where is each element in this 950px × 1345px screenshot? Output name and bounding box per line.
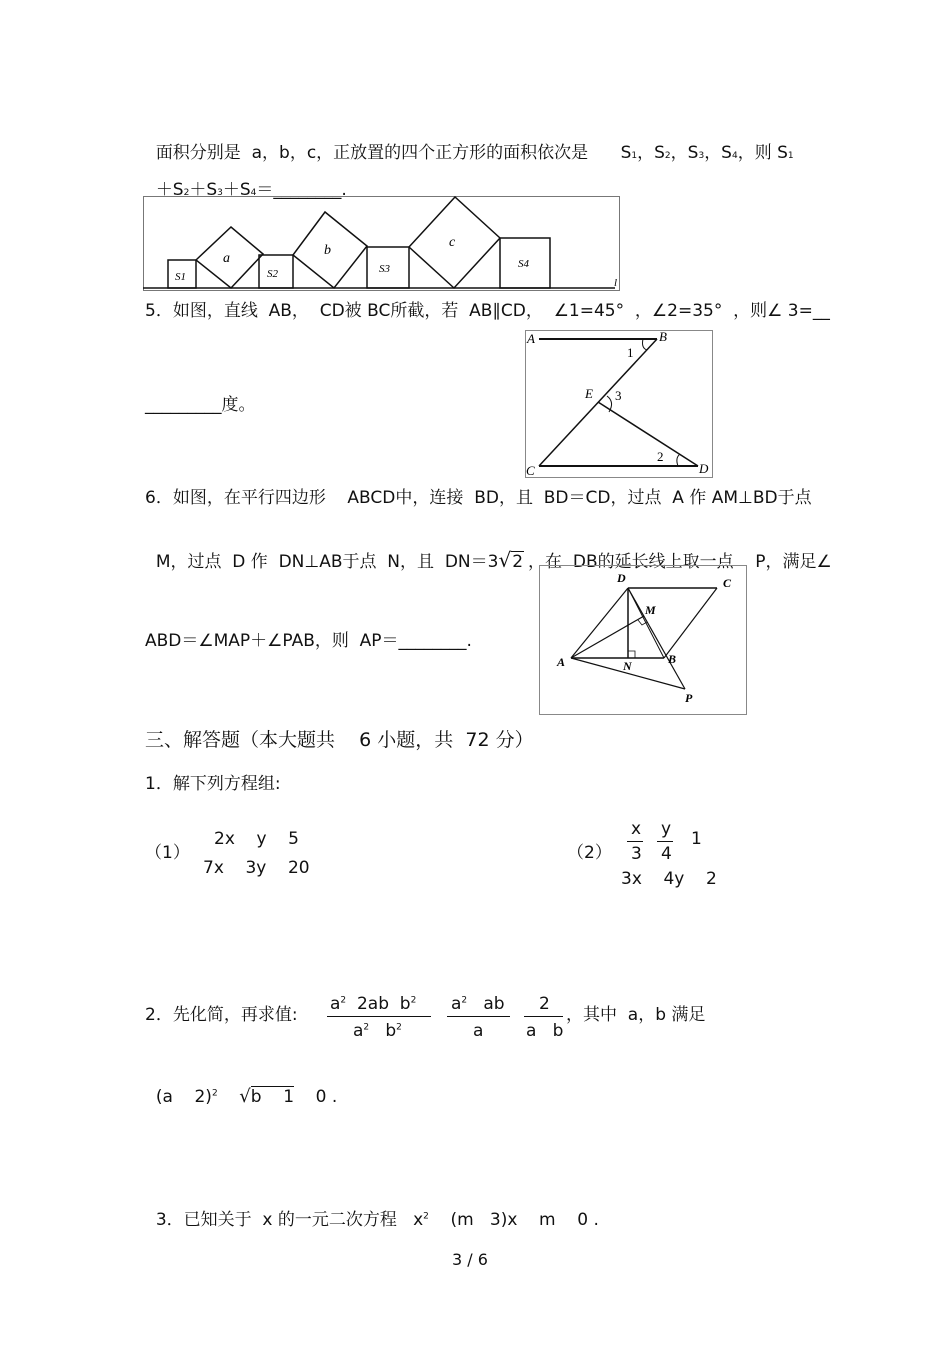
label-A: A bbox=[557, 655, 566, 669]
label-A: A bbox=[527, 331, 535, 346]
section-3-heading: 三、解答题（本大题共 6 小题，共 72 分） bbox=[145, 729, 534, 751]
s3q2-frac2-den: a bbox=[473, 1021, 484, 1041]
fraction-bar bbox=[447, 1016, 510, 1017]
s3q1-title: 1．解下列方程组: bbox=[145, 774, 281, 794]
q4-line1: 面积分别是 a，b，c，正放置的四个正方形的面积依次是 S1，S2，S3，S4，则 S1 bbox=[155, 143, 794, 163]
fraction-bar bbox=[657, 841, 673, 842]
label-C: C bbox=[723, 576, 732, 590]
s3q1-part2-3: 3 bbox=[631, 844, 642, 864]
q5-line2: _________度。 bbox=[145, 395, 256, 415]
s3q1-part2-y: y bbox=[661, 819, 672, 839]
q6-line3: ABD＝∠MAP＋∠PAB，则 AP＝________. bbox=[145, 631, 472, 651]
s3q2-frac3-den: a b bbox=[526, 1021, 564, 1041]
s3q2-frac3-num: 2 bbox=[539, 994, 550, 1014]
label-B: B bbox=[668, 652, 677, 666]
label-s4: S4 bbox=[518, 258, 529, 270]
label-b: b bbox=[324, 243, 331, 258]
label-D: D bbox=[617, 571, 626, 585]
page-footer: 3 / 6 bbox=[452, 1250, 488, 1269]
q5-figure bbox=[525, 330, 713, 478]
s3q2-frac1-den: $a^2$ $b^2$ bbox=[353, 1021, 402, 1041]
q6-line2: M，过点 D 作 DN⊥AB于点 N，且 DN＝3√2 ，在 DB的延长线上取一点 P，满足∠ bbox=[155, 548, 832, 572]
label-s3: S3 bbox=[379, 263, 390, 275]
label-s2: S2 bbox=[267, 268, 278, 280]
label-M: M bbox=[645, 603, 656, 617]
label-1: 1 bbox=[627, 345, 634, 360]
label-s1: S1 bbox=[175, 271, 186, 283]
q5-line1: 5．如图，直线 AB， CD被 BC所截，若 AB∥CD， ∠1=45° ，∠2=35° ，则∠ 3=__ bbox=[145, 301, 830, 321]
q4-squares-figure bbox=[143, 196, 623, 292]
s3q1-part1-label: （1） bbox=[145, 843, 190, 863]
label-P: P bbox=[685, 691, 693, 705]
s3q1-part2-rhs: 1 bbox=[691, 829, 702, 849]
s3q2-frac2-num: $a^2$ ab bbox=[451, 994, 505, 1014]
s3q2-condition: (a 2)$^2$ √b 1 0 . bbox=[155, 1086, 338, 1107]
label-3: 3 bbox=[615, 388, 622, 403]
label-a: a bbox=[223, 251, 230, 266]
label-E: E bbox=[585, 386, 593, 401]
s3q1-part2-eq2: 3x 4y 2 bbox=[621, 869, 717, 889]
label-c: c bbox=[449, 235, 456, 250]
q6-line1: 6．如图，在平行四边形 ABCD中，连接 BD，且 BD＝CD，过点 A 作 AM⊥BD于点 bbox=[145, 488, 812, 508]
label-C: C bbox=[526, 463, 535, 478]
label-B: B bbox=[659, 330, 667, 344]
label-l: l bbox=[614, 277, 618, 289]
s3q1-part1-eq2: 7x 3y 20 bbox=[203, 858, 310, 878]
s3q1-part2-x: x bbox=[631, 819, 642, 839]
s3q3-text: 3．已知关于 x 的一元二次方程 $x^2$ (m 3)x m 0 . bbox=[155, 1210, 599, 1230]
s3q1-part2-label: （2） bbox=[567, 843, 612, 863]
fraction-bar bbox=[327, 1016, 431, 1017]
label-D: D bbox=[699, 461, 709, 476]
sqrt-expression: 3√2 bbox=[487, 548, 524, 572]
fraction-bar bbox=[524, 1016, 563, 1017]
s3q1-part1-eq1: 2x y 5 bbox=[214, 829, 299, 849]
s3q2-frac1-num: $a^2$ 2ab $b^2$ bbox=[330, 994, 417, 1014]
q4-line2: ＋S2＋S3＋S4＝________. bbox=[155, 180, 347, 200]
s3q2-tail: ，其中 a，b 满足 bbox=[566, 1005, 706, 1025]
label-2: 2 bbox=[657, 449, 664, 464]
s3q2-label: 2．先化简，再求值: bbox=[145, 1005, 298, 1025]
s3q1-part2-4: 4 bbox=[661, 844, 672, 864]
label-N: N bbox=[623, 659, 632, 673]
fraction-bar bbox=[627, 841, 643, 842]
q6-figure bbox=[539, 565, 747, 715]
